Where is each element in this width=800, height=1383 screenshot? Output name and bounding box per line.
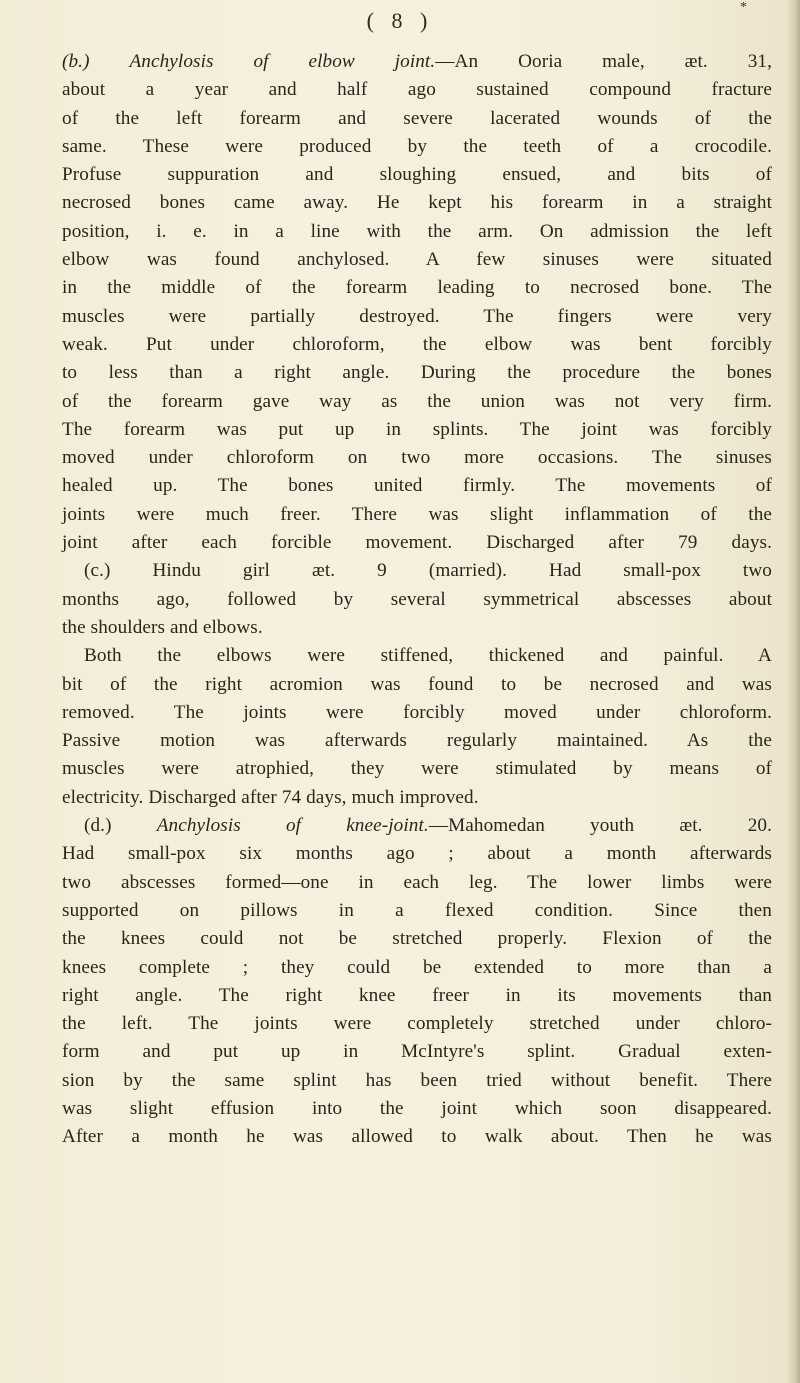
text-line: bit of the right acromion was found to be necrosed and was (62, 673, 772, 695)
text-line: position, i. e. in a line with the arm. On admission the left (62, 220, 772, 242)
text-line: knees complete ; they could be extended to more than a (62, 956, 772, 978)
text-line: necrosed bones came away. He kept his forearm in a straight (62, 192, 772, 214)
text-line: months ago, followed by several symmetrical abscesses about (62, 588, 772, 610)
text-line: removed. The joints were forcibly moved under chloroform. (62, 701, 772, 723)
text-line: Both the elbows were stiffened, thickened and painful. A (84, 645, 772, 667)
case-label: (d.) (84, 815, 112, 837)
text-line: two abscesses formed—one in each leg. The lower limbs were (62, 871, 772, 893)
text-line: Profuse suppuration and sloughing ensued, and bits of (62, 164, 772, 186)
text-line: supported on pillows in a flexed condition. Since then (62, 899, 772, 921)
page-number: ( 8 ) (366, 8, 434, 33)
text-line: to less than a right angle. During the procedure the bones (62, 362, 772, 384)
text-line: the shoulders and elbows. (62, 616, 263, 638)
text-line: Passive motion was afterwards regularly maintained. As the (62, 730, 772, 752)
text-line: of the forearm gave way as the union was not very firm. (62, 390, 772, 412)
text-line: healed up. The bones united firmly. The movements of (62, 475, 772, 497)
text-line: joints were much freer. There was slight inflammation of the (62, 503, 772, 525)
text-line: the left. The joints were completely stretched under chloro- (62, 1013, 772, 1035)
text-line: muscles were partially destroyed. The fingers were very (62, 305, 772, 327)
text-line: the knees could not be stretched properly. Flexion of the (62, 928, 772, 950)
case-intro: —Mahomedan youth æt. 20. (428, 815, 772, 837)
text-line: about a year and half ago sustained compound fracture (62, 79, 772, 101)
text-line: moved under chloroform on two more occasions. The sinuses (62, 447, 772, 469)
case-title: Anchylosis of elbow joint. (129, 51, 436, 72)
text-line: muscles were atrophied, they were stimulated by means of (62, 758, 772, 780)
text-line: right angle. The right knee freer in its movements than (62, 984, 772, 1006)
case-title: Anchylosis of knee-joint. (156, 815, 429, 837)
text-line: electricity. Discharged after 74 days, much improved. (62, 786, 479, 808)
text-line: elbow was found anchylosed. A few sinuses were situated (62, 249, 772, 271)
text-line: of the left forearm and severe lacerated wounds of the (62, 107, 772, 129)
text-line: The forearm was put up in splints. The joint was forcibly (62, 418, 772, 440)
case-label: (b.) (62, 51, 90, 72)
text-line: weak. Put under chloroform, the elbow was bent forcibly (62, 333, 772, 355)
page-edge-shadow (786, 0, 800, 1383)
paragraph-d-heading-line (62, 812, 772, 840)
body-text (62, 48, 772, 1152)
text-line: (c.) Hindu girl æt. 9 (married). Had small-pox two (84, 560, 772, 582)
text-line: was slight effusion into the joint which soon disappeared. (62, 1097, 772, 1119)
text-line: sion by the same splint has been tried without benefit. There (62, 1069, 772, 1091)
text-line: in the middle of the forearm leading to necrosed bone. The (62, 277, 772, 299)
corner-mark: * (740, 0, 747, 15)
text-line: form and put up in McIntyre's splint. Gradual exten- (62, 1041, 772, 1063)
case-intro: —An Ooria male, æt. 31, (435, 51, 772, 72)
paragraph-b-heading-line (62, 48, 772, 76)
text-line: After a month he was allowed to walk about. Then he was (62, 1126, 772, 1148)
text-line: Had small-pox six months ago ; about a month afterwards (62, 843, 772, 865)
text-line: joint after each forcible movement. Discharged after 79 days. (62, 532, 772, 554)
text-line: same. These were produced by the teeth of a crocodile. (62, 135, 772, 157)
